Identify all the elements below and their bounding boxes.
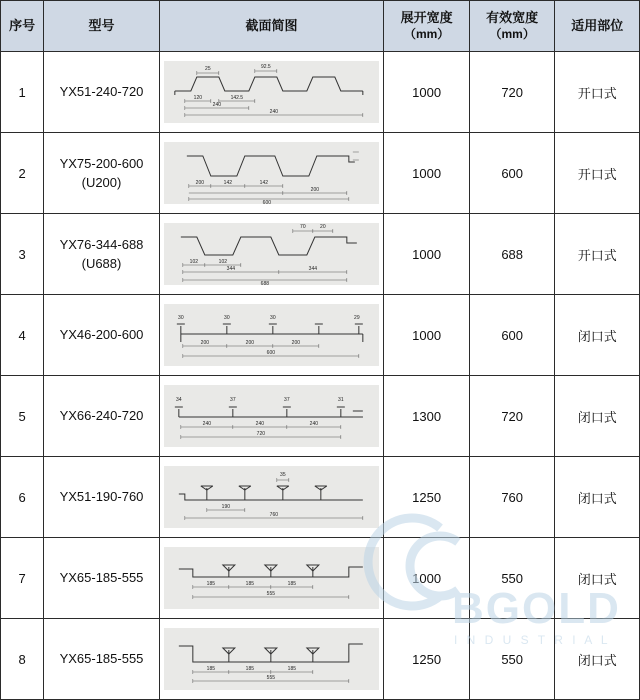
profile-diagram-1 xyxy=(164,61,380,123)
row-figure xyxy=(159,52,384,133)
svg-text:200: 200 xyxy=(291,340,300,346)
svg-text:760: 760 xyxy=(269,512,278,518)
row-position: 闭口式 xyxy=(555,295,640,376)
row-model xyxy=(44,376,159,457)
svg-text:185: 185 xyxy=(206,666,215,672)
row-index: 5 xyxy=(1,376,44,457)
row-effective-width: 688 xyxy=(469,214,555,295)
svg-text:344: 344 xyxy=(226,266,235,272)
row-figure xyxy=(159,133,384,214)
profile-diagram-3 xyxy=(164,223,380,285)
svg-text:185: 185 xyxy=(245,581,254,587)
header-developed-width-unit: （mm） xyxy=(403,26,450,41)
svg-text:720: 720 xyxy=(256,431,265,437)
row-position: 闭口式 xyxy=(555,376,640,457)
row-model-sub: (U200) xyxy=(81,175,122,190)
row-developed-width: 1300 xyxy=(384,376,470,457)
row-position: 开口式 xyxy=(555,52,640,133)
row-developed-width: 1000 xyxy=(384,214,470,295)
svg-text:30: 30 xyxy=(269,315,276,321)
table-row xyxy=(1,376,640,457)
svg-text:BGOLD: BGOLD xyxy=(452,584,621,633)
table-row xyxy=(1,295,640,376)
profile-diagram-6 xyxy=(164,466,380,528)
svg-text:37: 37 xyxy=(283,397,290,403)
svg-text:30: 30 xyxy=(177,315,184,321)
svg-text:185: 185 xyxy=(287,666,296,672)
row-position: 开口式 xyxy=(555,214,640,295)
header-effective-width-unit: （mm） xyxy=(489,26,535,41)
svg-text:20: 20 xyxy=(319,224,326,230)
row-figure xyxy=(159,376,384,457)
row-index: 2 xyxy=(1,133,44,214)
svg-text:200: 200 xyxy=(195,180,204,186)
row-model-main: YX51-240-720 xyxy=(59,84,144,100)
row-figure xyxy=(159,457,384,538)
svg-text:344: 344 xyxy=(308,266,317,272)
row-model-sub: (U688) xyxy=(81,256,122,271)
row-index: 4 xyxy=(1,295,44,376)
svg-text:555: 555 xyxy=(266,591,275,597)
row-effective-width: 550 xyxy=(469,619,555,700)
row-model-main: YX76-344-688 xyxy=(59,236,144,252)
row-model-main: YX65-185-555 xyxy=(59,570,144,586)
svg-text:34: 34 xyxy=(175,397,182,403)
svg-text:600: 600 xyxy=(262,200,271,204)
row-developed-width: 1000 xyxy=(384,538,470,619)
table-row xyxy=(1,457,640,538)
row-figure xyxy=(159,619,384,700)
svg-text:35: 35 xyxy=(279,472,286,478)
row-position: 闭口式 xyxy=(555,457,640,538)
svg-text:190: 190 xyxy=(221,504,230,510)
svg-text:600: 600 xyxy=(266,350,275,356)
svg-text:31: 31 xyxy=(337,397,344,403)
table-header xyxy=(1,1,640,52)
table-row xyxy=(1,214,640,295)
table-row xyxy=(1,52,640,133)
row-model-main: YX75-200-600 xyxy=(59,155,144,171)
svg-text:92.5: 92.5 xyxy=(260,64,271,70)
svg-text:555: 555 xyxy=(266,675,275,681)
row-model-main: YX65-185-555 xyxy=(59,651,144,667)
row-figure xyxy=(159,538,384,619)
row-position: 闭口式 xyxy=(555,538,640,619)
svg-text:200: 200 xyxy=(310,187,319,193)
svg-text:185: 185 xyxy=(287,581,296,587)
row-index: 7 xyxy=(1,538,44,619)
table-row xyxy=(1,133,640,214)
header-model: 型号 xyxy=(44,1,159,52)
row-model-main: YX46-200-600 xyxy=(59,327,144,343)
row-figure xyxy=(159,295,384,376)
row-model xyxy=(44,457,159,538)
row-position: 闭口式 xyxy=(555,619,640,700)
header-row xyxy=(1,1,640,52)
row-model xyxy=(44,619,159,700)
svg-text:37: 37 xyxy=(229,397,236,403)
profile-diagram-7 xyxy=(164,547,380,609)
svg-text:102: 102 xyxy=(218,259,227,265)
header-index: 序号 xyxy=(1,1,44,52)
svg-text:I N D U S T R I A L: I N D U S T R I A L xyxy=(454,633,611,647)
svg-text:70: 70 xyxy=(299,224,306,230)
svg-text:240: 240 xyxy=(269,109,278,115)
row-effective-width: 720 xyxy=(469,376,555,457)
profile-diagram-2 xyxy=(164,142,380,204)
profile-diagram-5 xyxy=(164,385,380,447)
row-developed-width: 1000 xyxy=(384,295,470,376)
row-model-main: YX66-240-720 xyxy=(59,408,144,424)
header-effective-width: 有效宽度 （mm） xyxy=(469,1,555,52)
row-developed-width: 1250 xyxy=(384,457,470,538)
svg-text:142: 142 xyxy=(223,180,232,186)
svg-text:185: 185 xyxy=(245,666,254,672)
row-effective-width: 600 xyxy=(469,133,555,214)
row-index: 1 xyxy=(1,52,44,133)
profile-diagram-4 xyxy=(164,304,380,366)
header-developed-width: 展开宽度 （mm） xyxy=(384,1,470,52)
svg-text:29: 29 xyxy=(353,315,360,321)
svg-text:30: 30 xyxy=(223,315,230,321)
row-figure xyxy=(159,214,384,295)
row-model xyxy=(44,538,159,619)
svg-text:688: 688 xyxy=(260,281,269,285)
svg-text:25: 25 xyxy=(204,66,211,72)
svg-text:240: 240 xyxy=(202,421,211,427)
profile-diagram-8 xyxy=(164,628,380,690)
svg-text:142.5: 142.5 xyxy=(230,95,243,101)
svg-text:200: 200 xyxy=(200,340,209,346)
svg-text:185: 185 xyxy=(206,581,215,587)
row-effective-width: 760 xyxy=(469,457,555,538)
row-model xyxy=(44,133,159,214)
svg-text:240: 240 xyxy=(212,102,221,108)
row-index: 8 xyxy=(1,619,44,700)
svg-text:120: 120 xyxy=(193,95,202,101)
table-row xyxy=(1,538,640,619)
svg-text:102: 102 xyxy=(189,259,198,265)
row-effective-width: 720 xyxy=(469,52,555,133)
table-row xyxy=(1,619,640,700)
row-index: 6 xyxy=(1,457,44,538)
table-body xyxy=(1,52,640,700)
header-figure: 截面简图 xyxy=(159,1,384,52)
row-index: 3 xyxy=(1,214,44,295)
row-effective-width: 550 xyxy=(469,538,555,619)
row-model xyxy=(44,295,159,376)
row-effective-width: 600 xyxy=(469,295,555,376)
svg-text:240: 240 xyxy=(255,421,264,427)
svg-text:200: 200 xyxy=(245,340,254,346)
row-model xyxy=(44,214,159,295)
row-model-main: YX51-190-760 xyxy=(59,489,144,505)
row-model xyxy=(44,52,159,133)
row-developed-width: 1000 xyxy=(384,52,470,133)
row-position: 开口式 xyxy=(555,133,640,214)
row-developed-width: 1000 xyxy=(384,133,470,214)
header-position: 适用部位 xyxy=(555,1,640,52)
svg-text:142: 142 xyxy=(259,180,268,186)
svg-text:240: 240 xyxy=(309,421,318,427)
row-developed-width: 1250 xyxy=(384,619,470,700)
